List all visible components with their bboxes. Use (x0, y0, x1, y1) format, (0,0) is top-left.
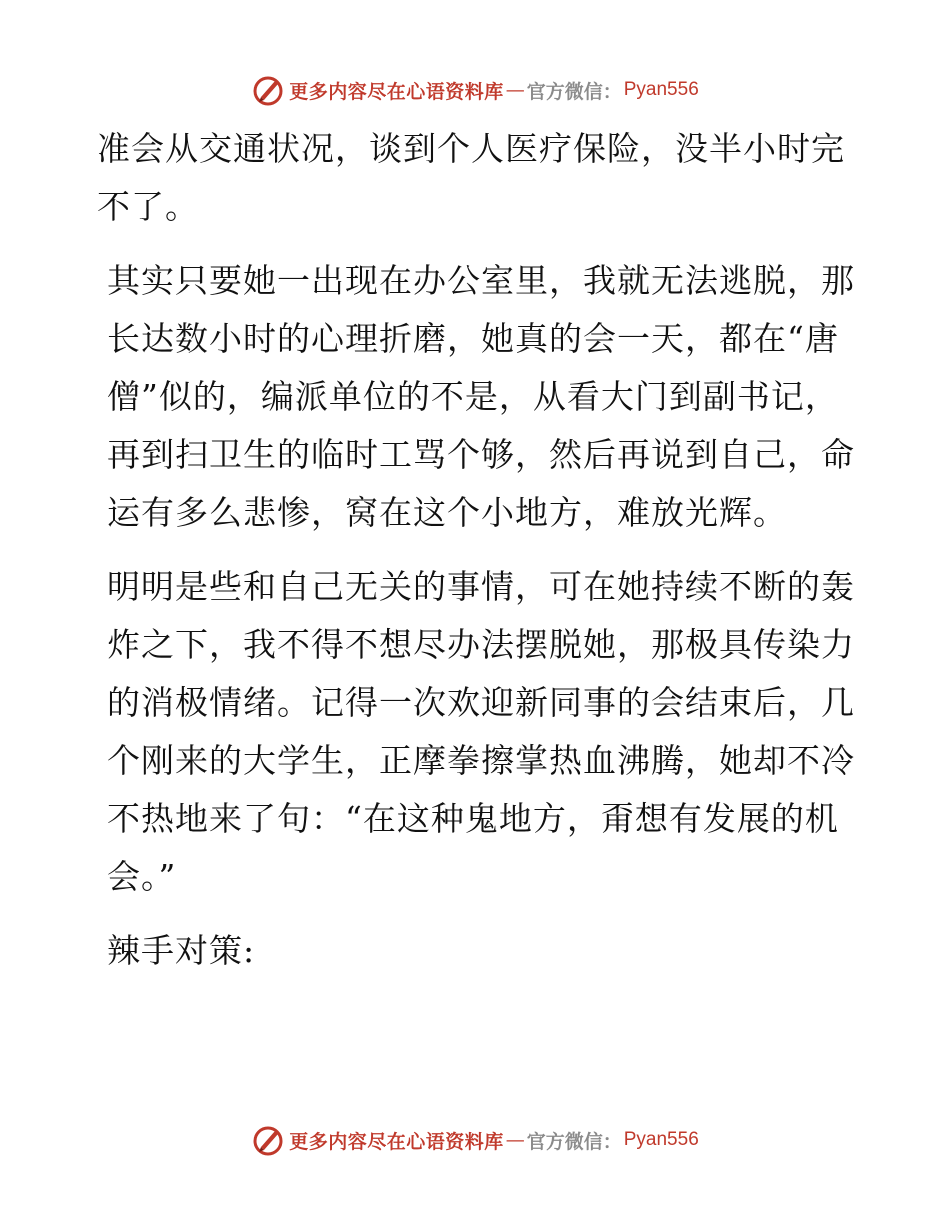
footer-banner (0, 1120, 950, 1160)
banner-wechat-label: 官方微信： (526, 80, 622, 103)
paragraph: 其实只要她一出现在办公室里，我就无法逃脱，那长达数小时的心理折磨，她真的会一天，都在“唐僧”似的，编派单位的不是，从看大门到副书记，再到扫卫生的临时工骂个够，然后再说到自己，命运有多么悲惨，窝在这个小地方，难放光辉。 (107, 261, 855, 532)
banner-wechat-label: 官方微信： (526, 1130, 622, 1153)
banner-dash: — (505, 79, 525, 101)
document-body (97, 120, 857, 980)
section-heading: 辣手对策: (107, 931, 256, 970)
banner-dash: — (505, 1129, 525, 1151)
pen-logo-icon (251, 1123, 285, 1157)
pen-logo-icon (251, 73, 285, 107)
banner-wechat-id: Pyan556 (623, 79, 699, 100)
banner-title: 更多内容尽在心语资料库 (289, 1130, 504, 1153)
paragraph: 明明是些和自己无关的事情，可在她持续不断的轰炸之下，我不得不想尽办法摆脱她，那极具传染力的消极情绪。记得一次欢迎新同事的会结束后，几个刚来的大学生，正摩拳擦掌热血沸腾，她却不冷不热地来了句：“在这种鬼地方，甭想有发展的机会。” (107, 567, 855, 896)
banner-wechat-id: Pyan556 (623, 1129, 699, 1150)
header-banner (0, 70, 950, 110)
paragraph: 准会从交通状况，谈到个人医疗保险，没半小时完不了。 (97, 129, 845, 226)
banner-title: 更多内容尽在心语资料库 (289, 80, 504, 103)
